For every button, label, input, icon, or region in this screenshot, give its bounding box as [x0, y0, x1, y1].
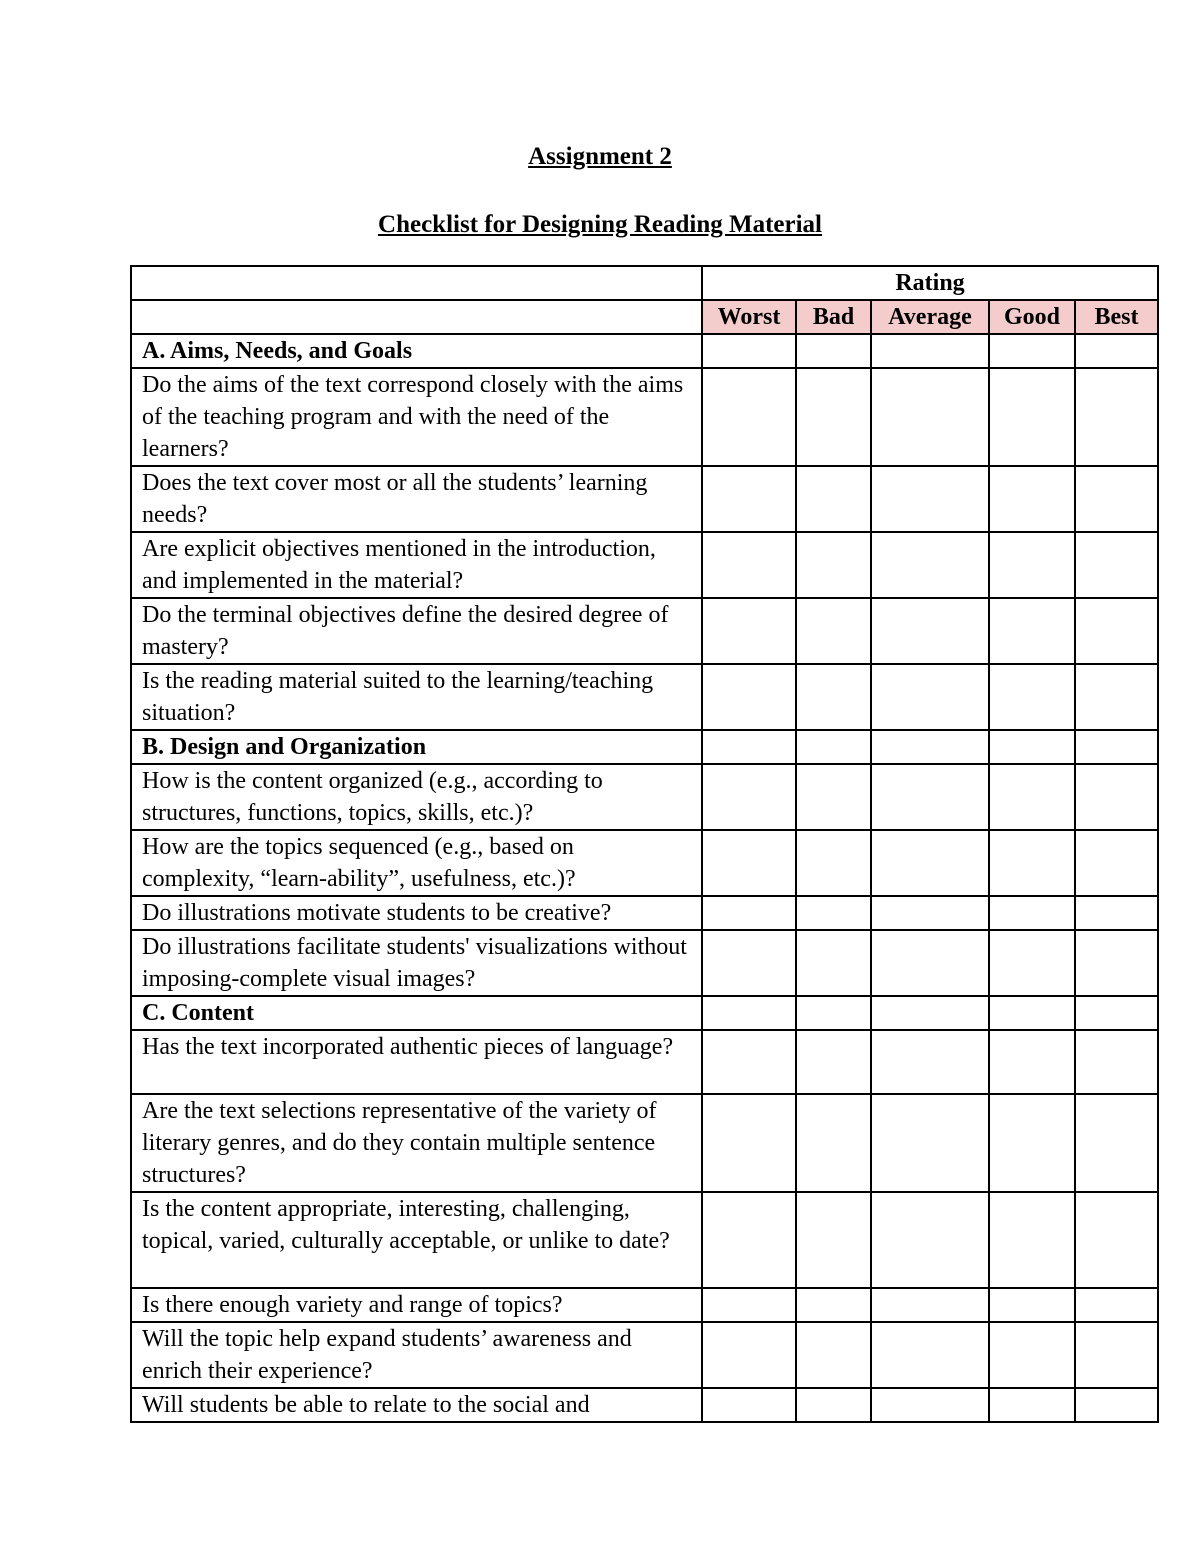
rating-cell-good[interactable]: [989, 896, 1075, 930]
rating-cell-best[interactable]: [1075, 930, 1158, 996]
rating-cell-good[interactable]: [989, 730, 1075, 764]
rating-cell-good[interactable]: [989, 1388, 1075, 1422]
rating-cell-bad[interactable]: [796, 334, 871, 368]
document-title: Assignment 2: [528, 143, 672, 170]
rating-cell-worst[interactable]: [702, 368, 796, 466]
rating-cell-worst[interactable]: [702, 598, 796, 664]
rating-cell-worst[interactable]: [702, 466, 796, 532]
table-row: [131, 830, 1158, 896]
rating-cell-average[interactable]: [871, 368, 989, 466]
rating-cell-worst[interactable]: [702, 532, 796, 598]
rating-cell-bad[interactable]: [796, 368, 871, 466]
rating-cell-good[interactable]: [989, 996, 1075, 1030]
rating-cell-average[interactable]: [871, 830, 989, 896]
rating-cell-average[interactable]: [871, 1192, 989, 1288]
rating-cell-good[interactable]: [989, 1322, 1075, 1388]
rating-cell-best[interactable]: [1075, 730, 1158, 764]
question-text: Does the text cover most or all the students’ learning needs?: [131, 466, 702, 532]
rating-cell-worst[interactable]: [702, 830, 796, 896]
blank-header-cell: [131, 300, 702, 334]
rating-cell-bad[interactable]: [796, 1192, 871, 1288]
table-row: [131, 664, 1158, 730]
rating-cell-good[interactable]: [989, 532, 1075, 598]
document-subtitle: Checklist for Designing Reading Material: [378, 211, 822, 238]
question-text: How is the content organized (e.g., according to structures, functions, topics, skills, etc.)?: [131, 764, 702, 830]
rating-cell-bad[interactable]: [796, 1288, 871, 1322]
level-header-good: Good: [989, 300, 1075, 334]
blank-header-cell: [131, 266, 702, 300]
rating-cell-bad[interactable]: [796, 1094, 871, 1192]
question-text: Are the text selections representative of the variety of literary genres, and do they contain multiple sentence structures?: [131, 1094, 702, 1192]
rating-cell-worst[interactable]: [702, 1030, 796, 1094]
table-row: [131, 1192, 1158, 1288]
question-text: Do illustrations facilitate students' visualizations without imposing-complete visual images?: [131, 930, 702, 996]
question-text: Will the topic help expand students’ awareness and enrich their experience?: [131, 1322, 702, 1388]
section-heading: C. Content: [131, 996, 702, 1030]
rating-cell-bad[interactable]: [796, 896, 871, 930]
rating-cell-bad[interactable]: [796, 996, 871, 1030]
rating-cell-average[interactable]: [871, 1322, 989, 1388]
table-row: [131, 896, 1158, 930]
question-text: Do the terminal objectives define the desired degree of mastery?: [131, 598, 702, 664]
table-row: [131, 930, 1158, 996]
rating-cell-average[interactable]: [871, 664, 989, 730]
rating-cell-bad[interactable]: [796, 930, 871, 996]
rating-cell-average[interactable]: [871, 1288, 989, 1322]
rating-cell-bad[interactable]: [796, 764, 871, 830]
rating-cell-worst[interactable]: [702, 1094, 796, 1192]
level-header-bad: Bad: [796, 300, 871, 334]
rating-cell-best[interactable]: [1075, 368, 1158, 466]
table-row: [131, 1288, 1158, 1322]
question-text: Has the text incorporated authentic pieces of language?: [131, 1030, 702, 1094]
section-row: [131, 334, 1158, 368]
level-header-row: [131, 300, 1158, 334]
section-heading: B. Design and Organization: [131, 730, 702, 764]
rating-cell-good[interactable]: [989, 598, 1075, 664]
rating-cell-best[interactable]: [1075, 466, 1158, 532]
rating-cell-good[interactable]: [989, 1192, 1075, 1288]
question-text: Is there enough variety and range of topics?: [131, 1288, 702, 1322]
rating-cell-good[interactable]: [989, 664, 1075, 730]
rating-cell-average[interactable]: [871, 598, 989, 664]
rating-cell-worst[interactable]: [702, 334, 796, 368]
rating-cell-average[interactable]: [871, 466, 989, 532]
question-text: How are the topics sequenced (e.g., based on complexity, “learn-ability”, usefulness, etc.)?: [131, 830, 702, 896]
section-row: [131, 996, 1158, 1030]
rating-cell-average[interactable]: [871, 930, 989, 996]
rating-header-row: [131, 266, 1158, 300]
rating-cell-best[interactable]: [1075, 1322, 1158, 1388]
rating-cell-average[interactable]: [871, 896, 989, 930]
rating-cell-best[interactable]: [1075, 664, 1158, 730]
rating-cell-average[interactable]: [871, 1094, 989, 1192]
rating-cell-good[interactable]: [989, 764, 1075, 830]
rating-cell-best[interactable]: [1075, 1388, 1158, 1422]
question-text: Are explicit objectives mentioned in the introduction, and implemented in the material?: [131, 532, 702, 598]
rating-cell-average[interactable]: [871, 1388, 989, 1422]
rating-cell-best[interactable]: [1075, 1192, 1158, 1288]
level-header-worst: Worst: [702, 300, 796, 334]
rating-cell-good[interactable]: [989, 930, 1075, 996]
rating-cell-good[interactable]: [989, 368, 1075, 466]
rating-cell-worst[interactable]: [702, 764, 796, 830]
rating-cell-good[interactable]: [989, 1288, 1075, 1322]
rating-cell-bad[interactable]: [796, 532, 871, 598]
rating-cell-bad[interactable]: [796, 598, 871, 664]
table-row: [131, 532, 1158, 598]
rating-cell-good[interactable]: [989, 830, 1075, 896]
rating-cell-average[interactable]: [871, 996, 989, 1030]
rating-cell-best[interactable]: [1075, 1288, 1158, 1322]
question-text: Is the content appropriate, interesting, challenging, topical, varied, culturally acceptable, or unlike to date?: [131, 1192, 702, 1288]
rating-cell-best[interactable]: [1075, 764, 1158, 830]
table-row: [131, 368, 1158, 466]
table-row: [131, 1388, 1158, 1422]
table-row: [131, 1322, 1158, 1388]
level-header-best: Best: [1075, 300, 1158, 334]
rating-cell-bad[interactable]: [796, 1388, 871, 1422]
rating-cell-worst[interactable]: [702, 1388, 796, 1422]
rating-cell-best[interactable]: [1075, 1094, 1158, 1192]
rating-cell-best[interactable]: [1075, 598, 1158, 664]
rating-cell-worst[interactable]: [702, 1322, 796, 1388]
question-text: Will students be able to relate to the social and: [131, 1388, 702, 1422]
table-row: [131, 1030, 1158, 1094]
rating-cell-good[interactable]: [989, 334, 1075, 368]
rating-cell-worst[interactable]: [702, 930, 796, 996]
rating-cell-worst[interactable]: [702, 664, 796, 730]
table-row: [131, 466, 1158, 532]
rating-cell-bad[interactable]: [796, 730, 871, 764]
rating-cell-worst[interactable]: [702, 730, 796, 764]
rating-cell-best[interactable]: [1075, 532, 1158, 598]
rating-cell-average[interactable]: [871, 334, 989, 368]
section-heading: A. Aims, Needs, and Goals: [131, 334, 702, 368]
rating-cell-worst[interactable]: [702, 996, 796, 1030]
table-row: [131, 598, 1158, 664]
checklist-table: [130, 265, 1159, 1423]
table-row: [131, 764, 1158, 830]
rating-cell-good[interactable]: [989, 1030, 1075, 1094]
rating-cell-worst[interactable]: [702, 1288, 796, 1322]
rating-cell-bad[interactable]: [796, 466, 871, 532]
rating-cell-worst[interactable]: [702, 1192, 796, 1288]
question-text: Do illustrations motivate students to be creative?: [131, 896, 702, 930]
rating-cell-average[interactable]: [871, 1030, 989, 1094]
rating-cell-good[interactable]: [989, 1094, 1075, 1192]
rating-cell-bad[interactable]: [796, 830, 871, 896]
section-row: [131, 730, 1158, 764]
rating-cell-worst[interactable]: [702, 896, 796, 930]
question-text: Is the reading material suited to the learning/teaching situation?: [131, 664, 702, 730]
rating-cell-average[interactable]: [871, 730, 989, 764]
rating-cell-best[interactable]: [1075, 334, 1158, 368]
rating-cell-best[interactable]: [1075, 830, 1158, 896]
rating-cell-best[interactable]: [1075, 896, 1158, 930]
rating-cell-good[interactable]: [989, 466, 1075, 532]
question-text: Do the aims of the text correspond closely with the aims of the teaching program and with the need of the learners?: [131, 368, 702, 466]
rating-header: Rating: [702, 266, 1158, 300]
rating-cell-bad[interactable]: [796, 664, 871, 730]
rating-cell-average[interactable]: [871, 764, 989, 830]
rating-cell-bad[interactable]: [796, 1030, 871, 1094]
rating-cell-bad[interactable]: [796, 1322, 871, 1388]
rating-cell-best[interactable]: [1075, 996, 1158, 1030]
level-header-average: Average: [871, 300, 989, 334]
rating-cell-best[interactable]: [1075, 1030, 1158, 1094]
rating-cell-average[interactable]: [871, 532, 989, 598]
table-row: [131, 1094, 1158, 1192]
